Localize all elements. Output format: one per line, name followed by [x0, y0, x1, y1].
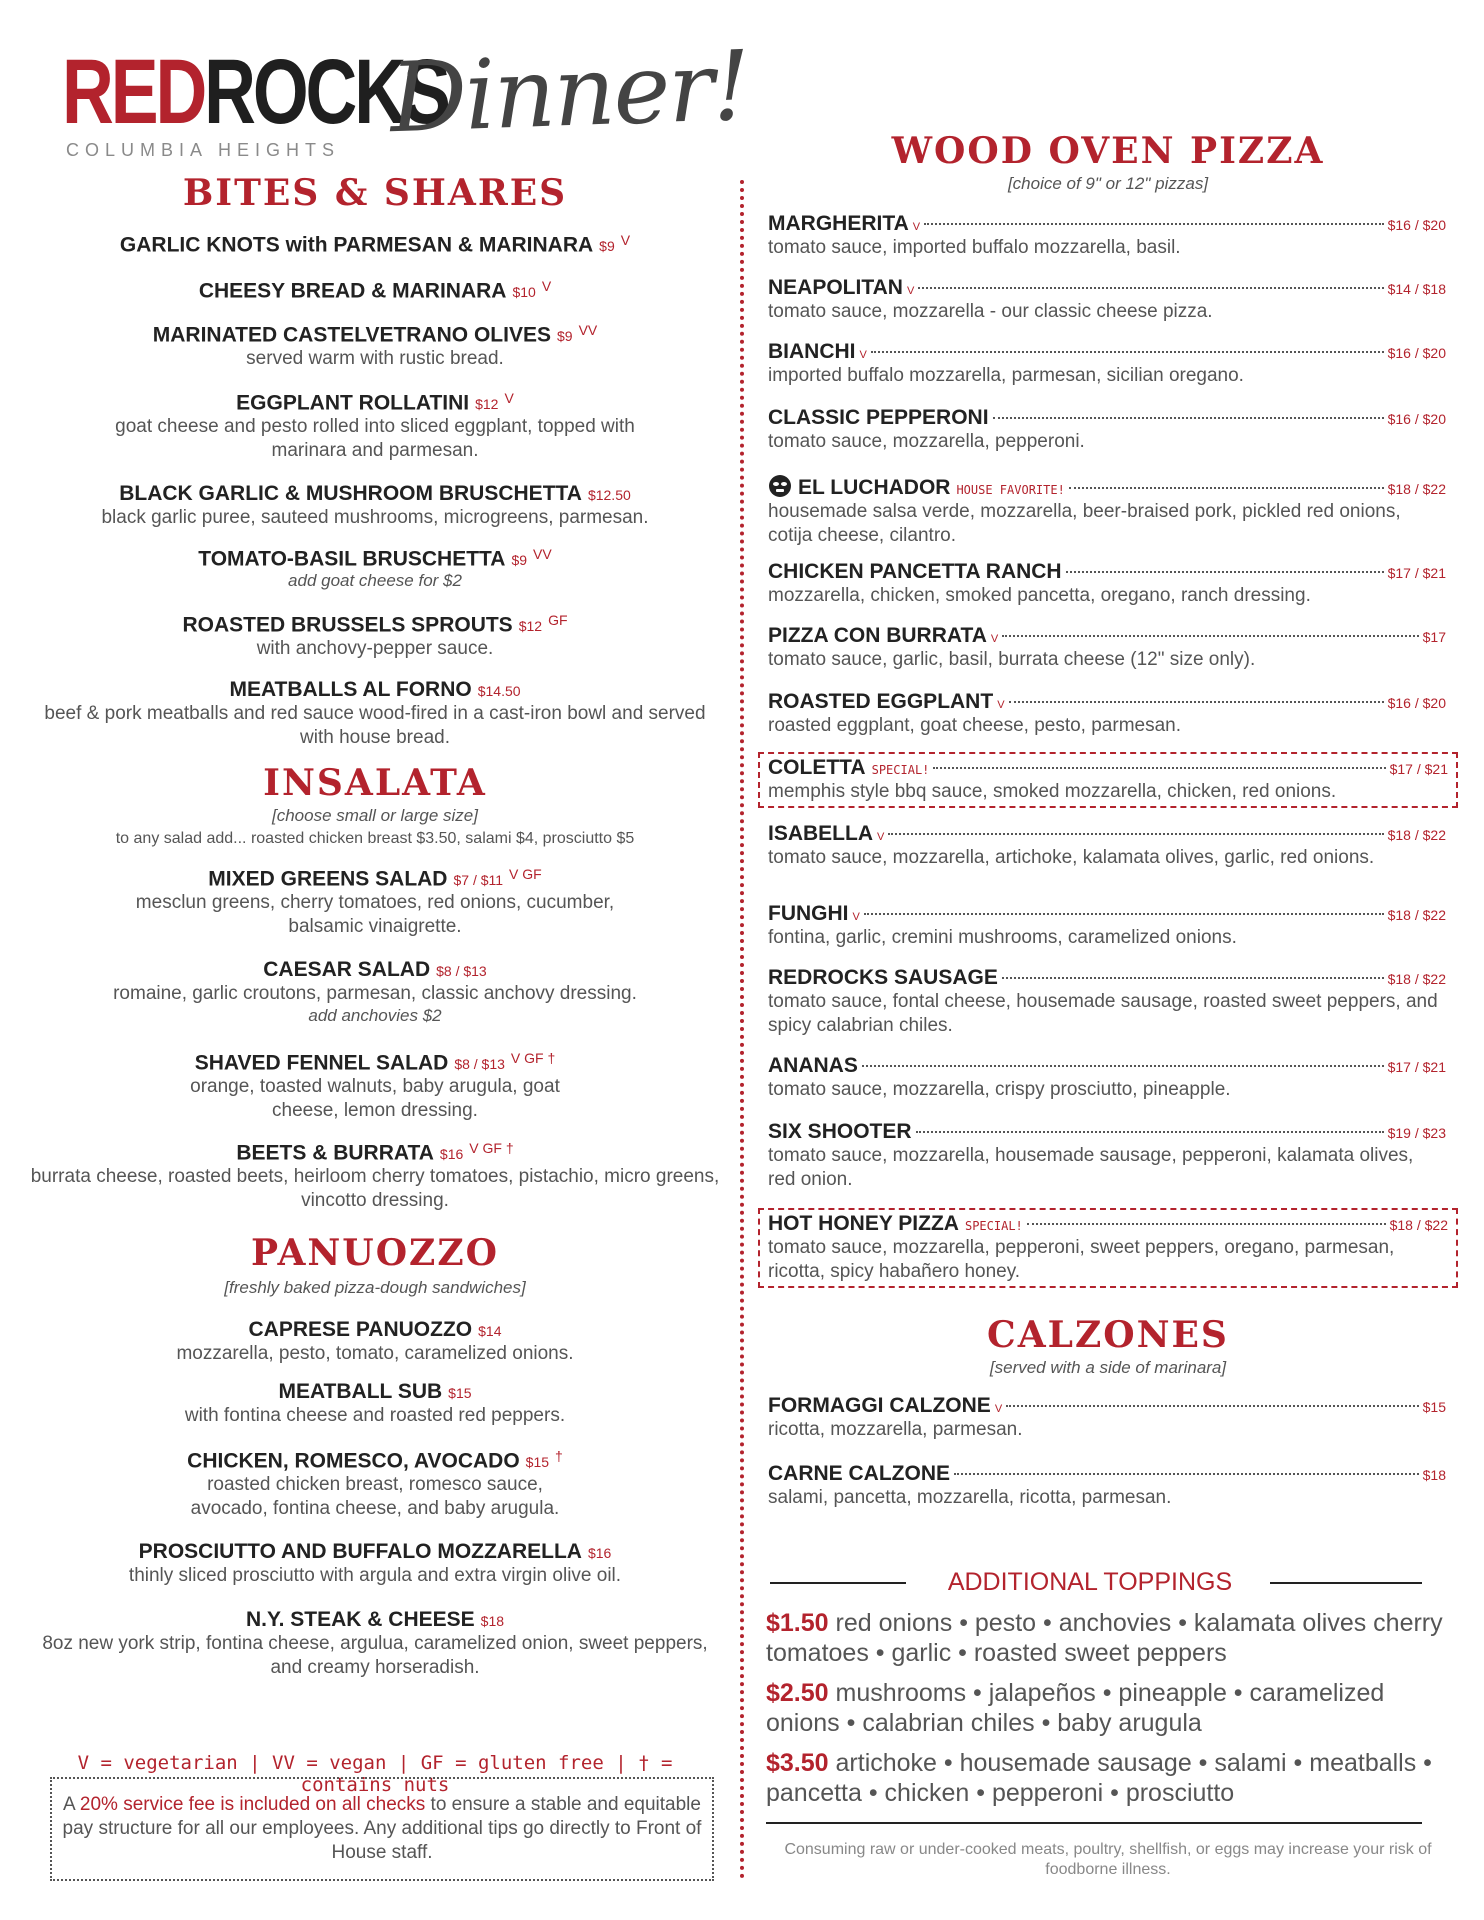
item-price: $16 / $20: [1387, 695, 1446, 711]
pizza-item: [768, 276, 1446, 324]
item-description: memphis style bbq sauce, smoked mozzarella, chicken, red onions.: [768, 781, 1337, 802]
item-price: $19 / $23: [1387, 1125, 1446, 1141]
dot-leader: [862, 1065, 1384, 1067]
pizza-item: [768, 406, 1446, 454]
item-description: tomato sauce, mozzarella, artichoke, kalamata olives, garlic, red onions.: [768, 847, 1375, 868]
item-description: mesclun greens, cherry tomatoes, red onions, cucumber, balsamic vinaigrette.: [135, 892, 615, 938]
dietary-marks: GF: [548, 612, 568, 628]
item-description: black garlic puree, sauteed mushrooms, microgreens, parmesan.: [101, 507, 649, 528]
item-price: $18 / $22: [1387, 971, 1446, 987]
fee-lead: A: [63, 1794, 80, 1815]
dietary-marks: V: [504, 390, 514, 406]
item-name: N.Y. STEAK & CHEESE: [245, 1608, 475, 1631]
pizza-item: [768, 1054, 1446, 1102]
item-price: $9: [511, 552, 528, 569]
topping-tier: [766, 1748, 1456, 1808]
item-price: $18: [1422, 1467, 1446, 1483]
item-price: $8 / $13: [436, 963, 487, 979]
item-price: $14 / $18: [1387, 281, 1446, 297]
item-name: BLACK GARLIC & MUSHROOM BRUSCHETTA: [119, 482, 582, 505]
pizza-item: [768, 966, 1446, 1038]
pizza-item: [768, 1120, 1446, 1192]
section-title-bites: BITES & SHARES: [182, 172, 568, 214]
dot-leader: [1066, 571, 1384, 573]
item-price: $15: [1422, 1399, 1446, 1415]
tier-items: red onions • pesto • anchovies • kalamata olives cherry tomatoes • garlic • roasted sweet peppers: [766, 1609, 1443, 1667]
dot-leader: [1069, 487, 1384, 489]
item-price: $9: [599, 238, 615, 255]
item-price: $8 / $13: [454, 1056, 505, 1073]
item-price: $17: [1422, 629, 1446, 645]
toppings-title: ADDITIONAL TOPPINGS: [947, 1568, 1233, 1596]
menu-item: [30, 390, 720, 463]
toppings-rule-right: [1270, 1582, 1422, 1584]
dietary-marks: V GF †: [510, 1050, 556, 1066]
item-name: BIANCHI: [768, 340, 856, 363]
luchador-mask-icon: [768, 474, 792, 498]
dot-leader: [888, 833, 1383, 835]
logo-location: COLUMBIA HEIGHTS: [66, 140, 341, 160]
item-description: fontina, garlic, cremini mushrooms, caramelized onions.: [768, 927, 1237, 948]
dietary-marks: VV: [578, 322, 598, 338]
dietary-marks: V: [620, 232, 631, 248]
item-description: with anchovy-pepper sauce.: [256, 638, 494, 660]
item-price: $12.50: [587, 487, 631, 503]
item-price: $7 / $11: [453, 872, 504, 889]
dietary-marks: VV: [533, 546, 552, 562]
item-description: tomato sauce, imported buffalo mozzarella, basil.: [768, 237, 1181, 258]
menu-item: [30, 612, 720, 661]
menu-item: [30, 232, 720, 257]
dietary-marks: V GF †: [469, 1140, 514, 1156]
section-subtitle: [choice of 9" or 12" pizzas]: [1007, 174, 1209, 193]
menu-item: [30, 866, 720, 939]
item-description: tomato sauce, fontal cheese, housemade sausage, roasted sweet peppers, and spicy calabrian chiles.: [768, 991, 1438, 1036]
item-note: add anchovies $2: [308, 1006, 442, 1025]
item-description: roasted eggplant, goat cheese, pesto, parmesan.: [768, 715, 1181, 736]
dinner-script-title: Dinner!: [388, 29, 751, 155]
dot-leader: [1006, 1405, 1418, 1407]
item-price: $18 / $22: [1387, 827, 1446, 843]
item-description: housemade salsa verde, mozzarella, beer-braised pork, pickled red onions, cotija cheese, cilantro.: [768, 501, 1401, 546]
item-description: served warm with rustic bread.: [246, 348, 504, 370]
dietary-marks: V: [906, 285, 915, 297]
dot-leader: [1002, 635, 1418, 637]
tier-items: artichoke • housemade sausage • salami • meatballs • pancetta • chicken • pepperoni • prosciutto: [766, 1749, 1432, 1807]
dietary-legend: V = vegetarian | VV = vegan | GF = gluten free | † = contains nuts: [77, 1752, 673, 1796]
tier-items: mushrooms • jalapeños • pineapple • caramelized onions • calabrian chiles • baby arugula: [766, 1679, 1385, 1737]
item-name: PIZZA CON BURRATA: [768, 624, 987, 647]
topping-tier: [766, 1678, 1456, 1738]
section-subtitle: [choose small or large size]: [272, 806, 478, 825]
pizza-item: [768, 560, 1446, 608]
item-description: tomato sauce, mozzarella - our classic cheese pizza.: [768, 301, 1213, 322]
dietary-marks: V GF: [509, 866, 542, 882]
logo-red-text: RED: [62, 41, 205, 143]
item-description: goat cheese and pesto rolled into sliced eggplant, topped with marinara and parmesan.: [115, 416, 635, 462]
fee-highlight: 20% service fee is included on all checks: [79, 1794, 426, 1815]
item-description: roasted chicken breast, romesco sauce, avocado, fontina cheese, and baby arugula.: [190, 1474, 560, 1520]
tier-price: $2.50: [766, 1679, 829, 1707]
item-name: SHAVED FENNEL SALAD: [194, 1051, 449, 1075]
item-name: MIXED GREENS SALAD: [208, 867, 448, 891]
item-price: $18 / $22: [1387, 907, 1446, 923]
item-price: $18 / $22: [1387, 481, 1446, 497]
item-price: $10: [512, 284, 536, 301]
item-name: MARINATED CASTELVETRANO OLIVES: [152, 323, 551, 347]
dot-leader: [1009, 701, 1384, 703]
menu-item: [30, 1380, 720, 1428]
item-name: ROASTED BRUSSELS SPROUTS: [182, 613, 513, 637]
item-price: $18 / $22: [1389, 1217, 1448, 1233]
item-name: ANANAS: [768, 1054, 858, 1077]
pizza-item: [768, 624, 1446, 672]
item-description: tomato sauce, mozzarella, housemade sausage, pepperoni, kalamata olives, red onion.: [768, 1145, 1414, 1190]
dot-leader: [916, 1131, 1384, 1133]
item-price: $16: [587, 1545, 612, 1561]
section-title-calzones: CALZONES: [987, 1314, 1229, 1356]
item-description: salami, pancetta, mozzarella, ricotta, parmesan.: [768, 1487, 1172, 1508]
item-price: $14: [478, 1323, 502, 1339]
pizza-item: [768, 470, 1446, 548]
item-name: ISABELLA: [768, 822, 873, 845]
menu-item: [30, 482, 720, 530]
dietary-marks: V: [859, 349, 867, 361]
item-description: imported buffalo mozzarella, parmesan, sicilian oregano.: [768, 365, 1244, 386]
dietary-marks: †: [555, 1448, 563, 1464]
item-name: TOMATO-BASIL BRUSCHETTA: [198, 547, 506, 571]
dietary-marks: V: [994, 1403, 1003, 1415]
item-description: mozzarella, chicken, smoked pancetta, oregano, ranch dressing.: [768, 585, 1311, 606]
item-description: tomato sauce, mozzarella, pepperoni.: [768, 431, 1085, 452]
item-name: BEETS & BURRATA: [236, 1141, 434, 1165]
item-price: $12: [475, 396, 499, 413]
item-description: 8oz new york strip, fontina cheese, argulua, caramelized onion, sweet peppers, and creamy horseradish.: [42, 1633, 708, 1678]
pizza-item: [768, 212, 1446, 260]
item-name: MEATBALLS AL FORNO: [229, 678, 472, 701]
dot-leader: [993, 417, 1384, 419]
item-name: CAESAR SALAD: [263, 958, 431, 981]
item-name: FUNGHI: [768, 902, 849, 925]
dietary-marks: V: [912, 221, 921, 233]
dot-leader: [924, 223, 1384, 225]
item-name: SIX SHOOTER: [768, 1120, 912, 1143]
dietary-marks: V: [852, 911, 860, 923]
item-name: CARNE CALZONE: [768, 1462, 950, 1485]
pizza-item-special: [758, 1208, 1458, 1288]
dot-leader: [1002, 977, 1384, 979]
item-price: $16: [439, 1146, 464, 1163]
dietary-marks: V: [990, 633, 999, 645]
item-price: $16 / $20: [1387, 217, 1446, 233]
item-name: EGGPLANT ROLLATINI: [236, 391, 470, 415]
item-price: $16 / $20: [1387, 411, 1446, 427]
item-tag: SPECIAL!: [871, 763, 930, 777]
menu-item: [30, 678, 720, 750]
menu-item: [30, 1050, 720, 1123]
service-fee-notice: [50, 1777, 714, 1881]
menu-item: [30, 1608, 720, 1680]
item-price: $15: [525, 1454, 550, 1471]
dietary-marks: V: [997, 699, 1005, 711]
section-subtitle: [served with a side of marinara]: [989, 1358, 1227, 1377]
menu-item: [30, 322, 720, 371]
dietary-marks: V: [541, 278, 552, 294]
calzone-item: [768, 1394, 1446, 1442]
logo-black-text: ROCKS: [204, 41, 448, 143]
column-divider: [740, 180, 744, 1880]
menu-item: [30, 1318, 720, 1366]
item-name: NEAPOLITAN: [768, 276, 903, 299]
item-description: ricotta, mozzarella, parmesan.: [768, 1419, 1023, 1440]
dot-leader: [871, 351, 1384, 353]
item-description: mozzarella, pesto, tomato, caramelized onions.: [176, 1343, 574, 1364]
dietary-marks: V: [877, 831, 885, 843]
dot-leader: [933, 767, 1385, 769]
dot-leader: [1027, 1223, 1386, 1225]
dot-leader: [954, 1473, 1419, 1475]
item-name: MARGHERITA: [768, 212, 909, 235]
item-name: COLETTA: [768, 756, 866, 779]
fee-rest: to ensure a stable and equitable pay structure for all our employees. Any additional tips go directly to Front of House staff.: [62, 1794, 702, 1863]
item-description: with fontina cheese and roasted red peppers.: [184, 1405, 566, 1426]
pizza-item: [768, 690, 1446, 738]
item-note: add goat cheese for $2: [288, 571, 462, 591]
item-price: $9: [556, 328, 573, 345]
item-tag: HOUSE FAVORITE!: [956, 483, 1065, 497]
item-name: ROASTED EGGPLANT: [768, 690, 994, 713]
topping-tier: [766, 1608, 1456, 1668]
item-name: FORMAGGI CALZONE: [768, 1394, 991, 1417]
dot-leader: [918, 287, 1383, 289]
item-name: GARLIC KNOTS with PARMESAN & MARINARA: [119, 233, 594, 257]
salad-addon-note: to any salad add... roasted chicken breast $3.50, salami $4, prosciutto $5: [115, 830, 635, 847]
item-name: HOT HONEY PIZZA: [768, 1212, 959, 1235]
item-name: REDROCKS SAUSAGE: [768, 966, 998, 989]
item-price: $12: [518, 618, 543, 635]
section-title-panuozzo: PANUOZZO: [251, 1232, 499, 1274]
item-name: EL LUCHADOR: [798, 476, 951, 499]
tier-price: $3.50: [766, 1749, 829, 1777]
item-price: $17 / $21: [1387, 565, 1446, 581]
item-description: orange, toasted walnuts, baby arugula, goat cheese, lemon dressing.: [190, 1076, 560, 1122]
menu-item: [30, 1540, 720, 1588]
item-price: $15: [448, 1385, 472, 1401]
calzone-item: [768, 1462, 1446, 1510]
toppings-rule-left: [770, 1582, 906, 1584]
dot-leader: [864, 913, 1384, 915]
pizza-item-special: [758, 752, 1458, 808]
item-description: tomato sauce, mozzarella, crispy prosciutto, pineapple.: [768, 1079, 1231, 1100]
item-name: PROSCIUTTO AND BUFFALO MOZZARELLA: [138, 1540, 582, 1563]
item-name: CHICKEN PANCETTA RANCH: [768, 560, 1062, 583]
pizza-item: [768, 340, 1446, 388]
section-subtitle: [freshly baked pizza-dough sandwiches]: [224, 1278, 526, 1297]
item-tag: SPECIAL!: [964, 1219, 1023, 1233]
item-price: $17 / $21: [1387, 1059, 1446, 1075]
item-price: $14.50: [477, 683, 521, 699]
item-name: CAPRESE PANUOZZO: [248, 1318, 473, 1341]
item-price: $17 / $21: [1389, 761, 1448, 777]
item-name: CHICKEN, ROMESCO, AVOCADO: [187, 1449, 520, 1473]
item-description: thinly sliced prosciutto with argula and extra virgin olive oil.: [128, 1565, 622, 1586]
item-description: tomato sauce, mozzarella, pepperoni, sweet peppers, oregano, parmesan, ricotta, spicy habañero honey.: [768, 1237, 1395, 1282]
item-price: $16 / $20: [1387, 345, 1446, 361]
pizza-item: [768, 822, 1446, 870]
section-title-insalata: INSALATA: [263, 762, 487, 804]
menu-item: [30, 958, 720, 1026]
menu-item: [30, 1448, 720, 1521]
item-name: CHEESY BREAD & MARINARA: [198, 279, 507, 303]
item-name: MEATBALL SUB: [278, 1380, 443, 1403]
menu-item: [30, 546, 720, 591]
menu-item: [30, 278, 720, 303]
food-safety-warning: Consuming raw or under-cooked meats, poultry, shellfish, or eggs may increase your risk of foodborne illness.: [784, 1841, 1432, 1878]
section-title-pizza: WOOD OVEN PIZZA: [891, 130, 1325, 172]
item-price: $18: [480, 1613, 505, 1629]
item-description: tomato sauce, garlic, basil, burrata cheese (12" size only).: [768, 649, 1256, 670]
item-name: CLASSIC PEPPERONI: [768, 406, 989, 429]
tier-price: $1.50: [766, 1609, 829, 1637]
pizza-item: [768, 902, 1446, 950]
footer-rule: [766, 1822, 1422, 1824]
item-description: burrata cheese, roasted beets, heirloom cherry tomatoes, pistachio, micro greens, vincotto dressing.: [30, 1166, 720, 1212]
item-description: romaine, garlic croutons, parmesan, classic anchovy dressing.: [113, 983, 637, 1004]
menu-item: [30, 1140, 720, 1213]
item-description: beef & pork meatballs and red sauce wood-fired in a cast-iron bowl and served with house bread.: [44, 703, 706, 748]
